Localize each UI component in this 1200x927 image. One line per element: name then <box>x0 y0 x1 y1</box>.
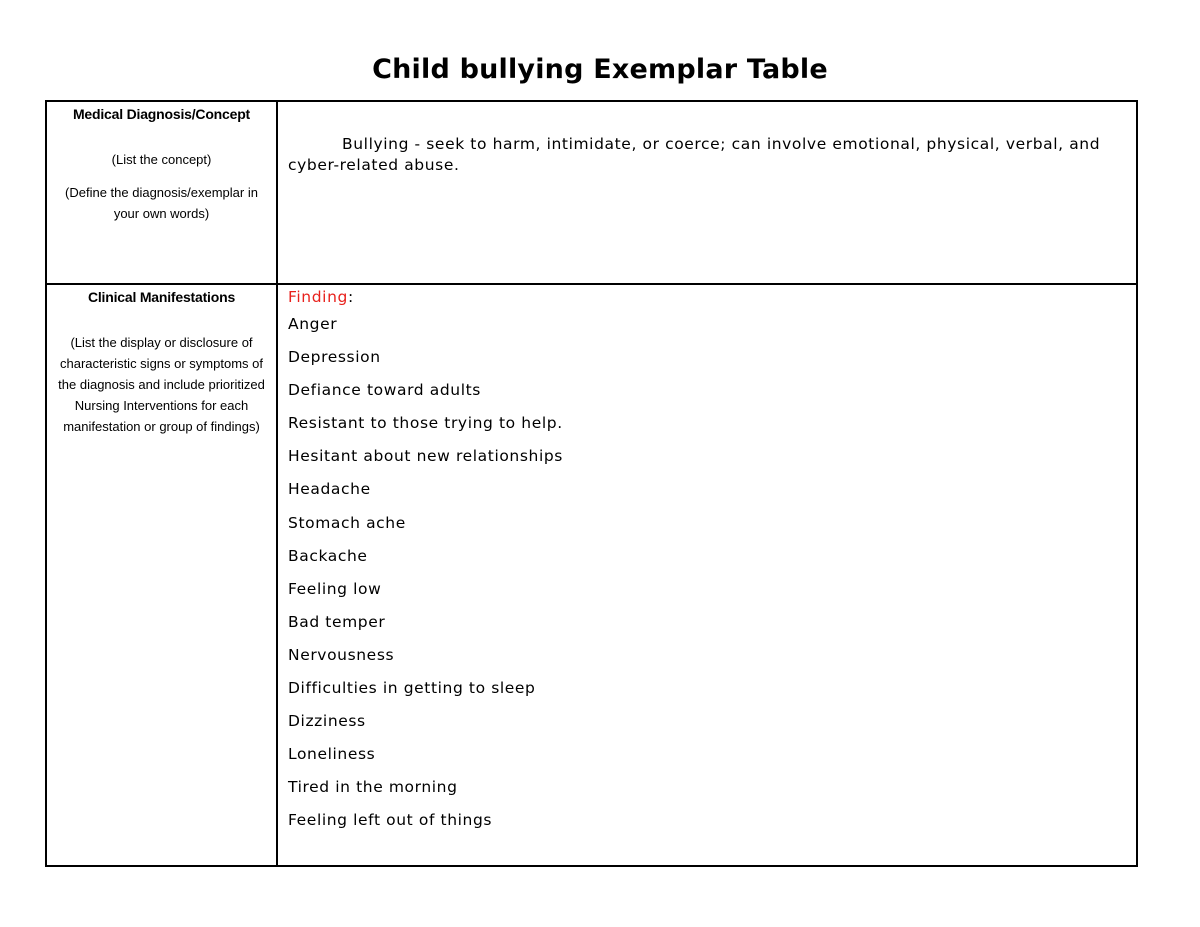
finding-item: Dizziness <box>288 712 366 731</box>
finding-list <box>288 308 1126 838</box>
finding-label: Finding <box>288 288 348 306</box>
exemplar-table <box>45 100 1138 867</box>
diagnosis-note-define: (Define the diagnosis/exemplar in your own words) <box>65 185 258 221</box>
diagnosis-row <box>47 102 1136 285</box>
finding-item: Defiance toward adults <box>288 381 481 400</box>
clinical-heading: Clinical Manifestations <box>87 289 236 305</box>
finding-item: Resistant to those trying to help. <box>288 414 563 433</box>
finding-item: Feeling low <box>288 579 382 598</box>
finding-item: Headache <box>288 480 371 499</box>
finding-header <box>288 286 1126 308</box>
document-title: Child bullying Exemplar Table <box>372 54 828 85</box>
diagnosis-content-cell <box>278 102 1136 283</box>
finding-item: Bad temper <box>288 612 386 631</box>
diagnosis-label-cell <box>47 102 278 283</box>
finding-item: Depression <box>288 348 381 367</box>
finding-item: Feeling left out of things <box>288 811 493 830</box>
clinical-note: (List the display or disclosure of characteristic signs or symptoms of the diagnosis and include prioritized Nursing Interventions for each manifestation or group of findings) <box>58 335 265 434</box>
finding-colon: : <box>347 288 354 306</box>
diagnosis-heading: Medical Diagnosis/Concept <box>72 106 251 122</box>
finding-item: Nervousness <box>288 645 395 664</box>
finding-item: Stomach ache <box>288 513 406 532</box>
clinical-content-cell <box>278 285 1136 865</box>
diagnosis-definition: Bullying - seek to harm, intimidate, or coerce; can involve emotional, physical, verbal, and cyber-related abuse. <box>288 135 1101 174</box>
clinical-row <box>47 285 1136 865</box>
finding-item: Anger <box>288 315 338 333</box>
finding-item: Backache <box>288 546 368 565</box>
finding-item: Difficulties in getting to sleep <box>288 679 536 698</box>
finding-item: Hesitant about new relationships <box>288 447 563 466</box>
finding-item: Tired in the morning <box>288 778 458 797</box>
diagnosis-note-concept: (List the concept) <box>111 152 212 167</box>
clinical-label-cell <box>47 285 278 865</box>
finding-item: Loneliness <box>288 745 376 764</box>
